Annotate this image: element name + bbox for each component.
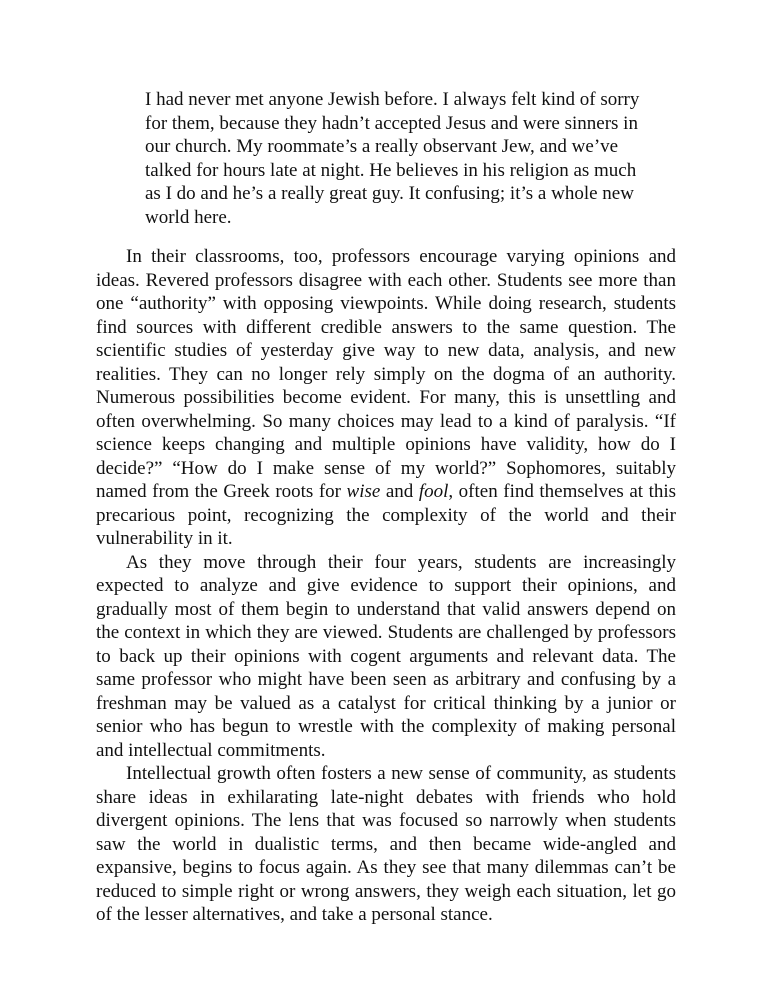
- paragraph-3: Intellectual growth often fosters a new sense of community, as students share ideas in exhilarating late-night debates with friends who hold divergent opinions. The lens that was focused so narrowly when students saw the world in dualistic terms, and then became wide-angled and expansive, begins to focus again. As they see that many dilemmas can’t be reduced to simple right or wrong answers, they weigh each situation, let go of the lesser alternatives, and take a personal stance.: [96, 763, 676, 925]
- italic-wise: wise: [346, 481, 381, 502]
- paragraph-1: [96, 245, 676, 551]
- paragraph-1-text-start: In their classrooms, too, professors encourage varying opinions and ideas. Revered professors disagree with each other. Students see more than one “authority” with opposing viewpoints. While doing research, students find sources with different credible answers to the same question. The scientific studies of yesterday give way to new data, analysis, and new realities. They can no longer rely simply on the dogma of an authority. Numerous possibilities become evident. For many, this is unsettling and often overwhelming. So many choices may lead to a kind of paralysis. “If science keeps changing and multiple opinions have validity, how do I decide?” “How do I make sense of my world?” Sophomores, suitably named from the Greek roots for: [96, 246, 676, 502]
- paragraph-2: As they move through their four years, students are increasingly expected to analyze and give evidence to support their opinions, and gradually most of them begin to understand that valid answers depend on the context in which they are viewed. Students are challenged by professors to back up their opinions with cogent arguments and relevant data. The same professor who might have been seen as arbitrary and confusing by a freshman may be valued as a catalyst for critical thinking by a junior or senior who has begun to wrestle with the complexity of making personal and intellectual commitments.: [96, 551, 676, 761]
- paragraph-1-text-end: , often find themselves at this precarious point, recognizing the complexity of the world and their vulnerability in it.: [96, 481, 677, 549]
- body-text: [96, 245, 676, 927]
- italic-fool: fool: [418, 481, 449, 502]
- paragraph-1-and: and: [380, 481, 419, 502]
- block-quote: I had never met anyone Jewish before. I always felt kind of sorry for them, because they hadn’t accepted Jesus and were sinners in our church. My roommate’s a really observant Jew, and we’ve talked for hours late at night. He believes in his religion as much as I do and he’s a really great guy. It confusing; it’s a whole new world here.: [145, 89, 640, 228]
